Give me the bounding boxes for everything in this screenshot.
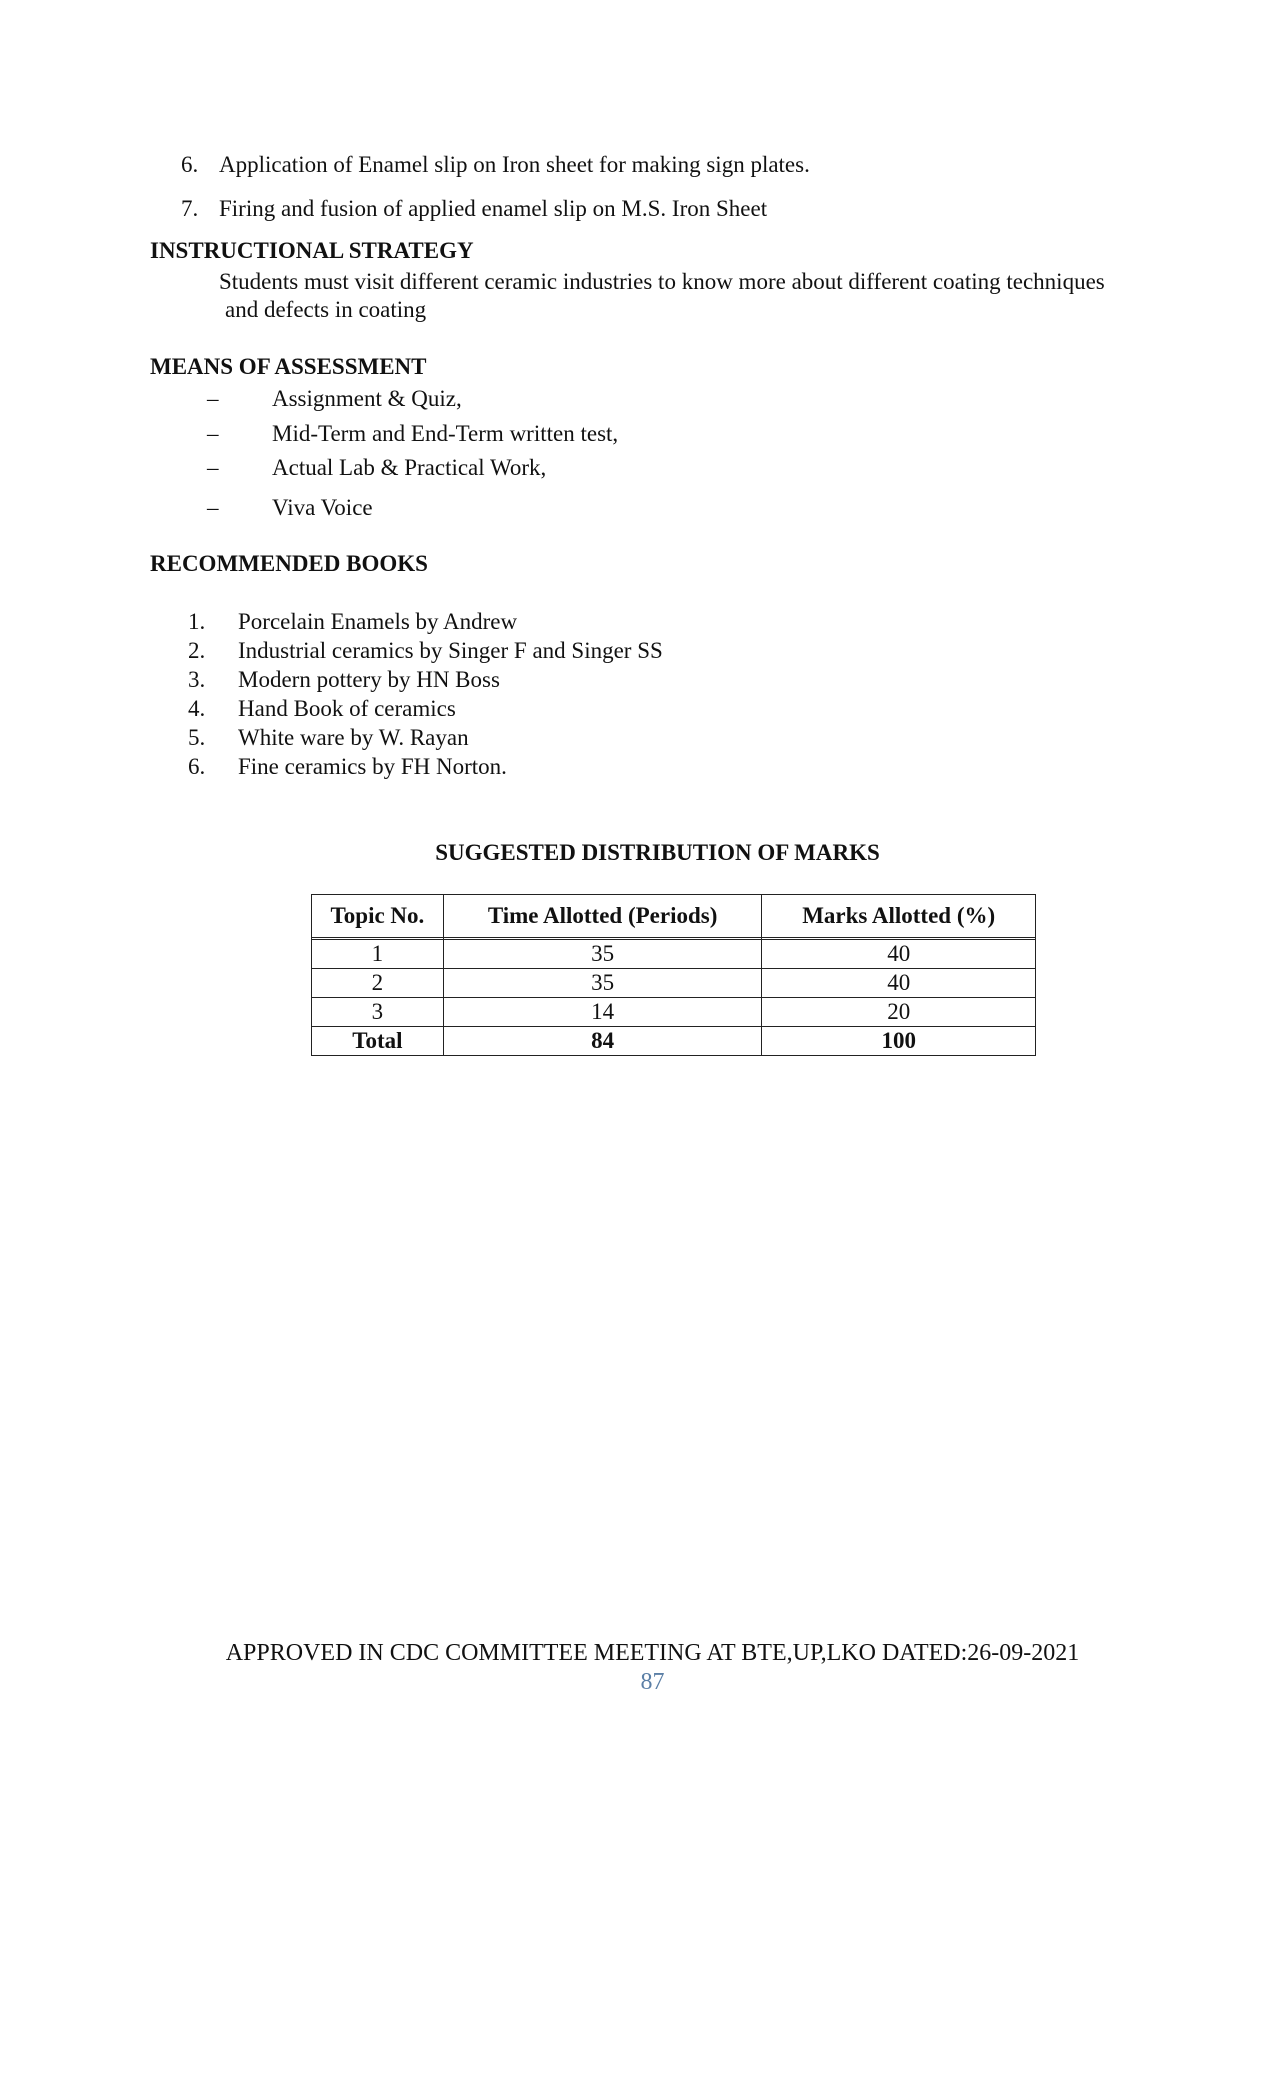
instructional-strategy-text [219,268,1219,324]
list-item [181,152,810,178]
cell-time: 35 [443,969,762,998]
table-row [312,940,1036,969]
list-number: 7. [181,196,199,221]
book-title: Modern pottery by HN Boss [238,667,500,692]
cell-marks: 40 [762,940,1036,969]
page-number: 87 [640,1669,665,1695]
header-marks-allotted: Marks Allotted (%) [762,895,1036,938]
book-number: 3. [188,667,206,692]
dash-bullet: – [207,455,219,480]
cell-total-label: Total [312,1027,444,1056]
cell-time: 14 [443,998,762,1027]
book-number: 6. [188,754,206,779]
book-number: 1. [188,609,206,634]
cell-total-time: 84 [443,1027,762,1056]
table-header-row [312,895,1036,938]
marks-distribution-title: SUGGESTED DISTRIBUTION OF MARKS [435,840,880,865]
assessment-item: Viva Voice [272,495,373,520]
list-number: 6. [181,152,199,177]
list-text: Application of Enamel slip on Iron sheet for making sign plates. [219,152,810,177]
instructional-line-2: and defects in coating [225,297,427,322]
header-topic-no: Topic No. [312,895,444,938]
cell-topic: 3 [312,998,444,1027]
book-title: Industrial ceramics by Singer F and Singer SS [238,638,663,663]
dash-bullet: – [207,421,219,446]
list-item [181,196,767,222]
book-title: Porcelain Enamels by Andrew [238,609,518,634]
cell-topic: 2 [312,969,444,998]
book-title: Hand Book of ceramics [238,696,456,721]
list-text: Firing and fusion of applied enamel slip on M.S. Iron Sheet [219,196,768,221]
cell-marks: 40 [762,969,1036,998]
cell-topic: 1 [312,940,444,969]
cell-marks: 20 [762,998,1036,1027]
cell-total-marks: 100 [762,1027,1036,1056]
marks-distribution-table [311,894,1036,1056]
table-row [312,998,1036,1027]
table-total-row [312,1027,1036,1056]
cell-time: 35 [443,940,762,969]
header-time-allotted: Time Allotted (Periods) [443,895,762,938]
recommended-books-heading: RECOMMENDED BOOKS [150,551,428,576]
instructional-line-1: Students must visit different ceramic industries to know more about different coating techniques [219,269,1105,294]
assessment-item: Assignment & Quiz, [272,386,462,411]
book-title: White ware by W. Rayan [238,725,469,750]
assessment-item: Mid-Term and End-Term written test, [272,421,619,446]
book-title: Fine ceramics by FH Norton. [238,754,507,779]
instructional-strategy-heading: INSTRUCTIONAL STRATEGY [150,238,474,263]
dash-bullet: – [207,495,219,520]
dash-bullet: – [207,386,219,411]
table-row [312,969,1036,998]
book-number: 4. [188,696,206,721]
book-number: 5. [188,725,206,750]
approval-footer: APPROVED IN CDC COMMITTEE MEETING AT BTE,UP,LKO DATED:26-09-2021 [225,1640,1080,1666]
book-number: 2. [188,638,206,663]
means-of-assessment-heading: MEANS OF ASSESSMENT [150,354,427,379]
assessment-item: Actual Lab & Practical Work, [272,455,547,480]
